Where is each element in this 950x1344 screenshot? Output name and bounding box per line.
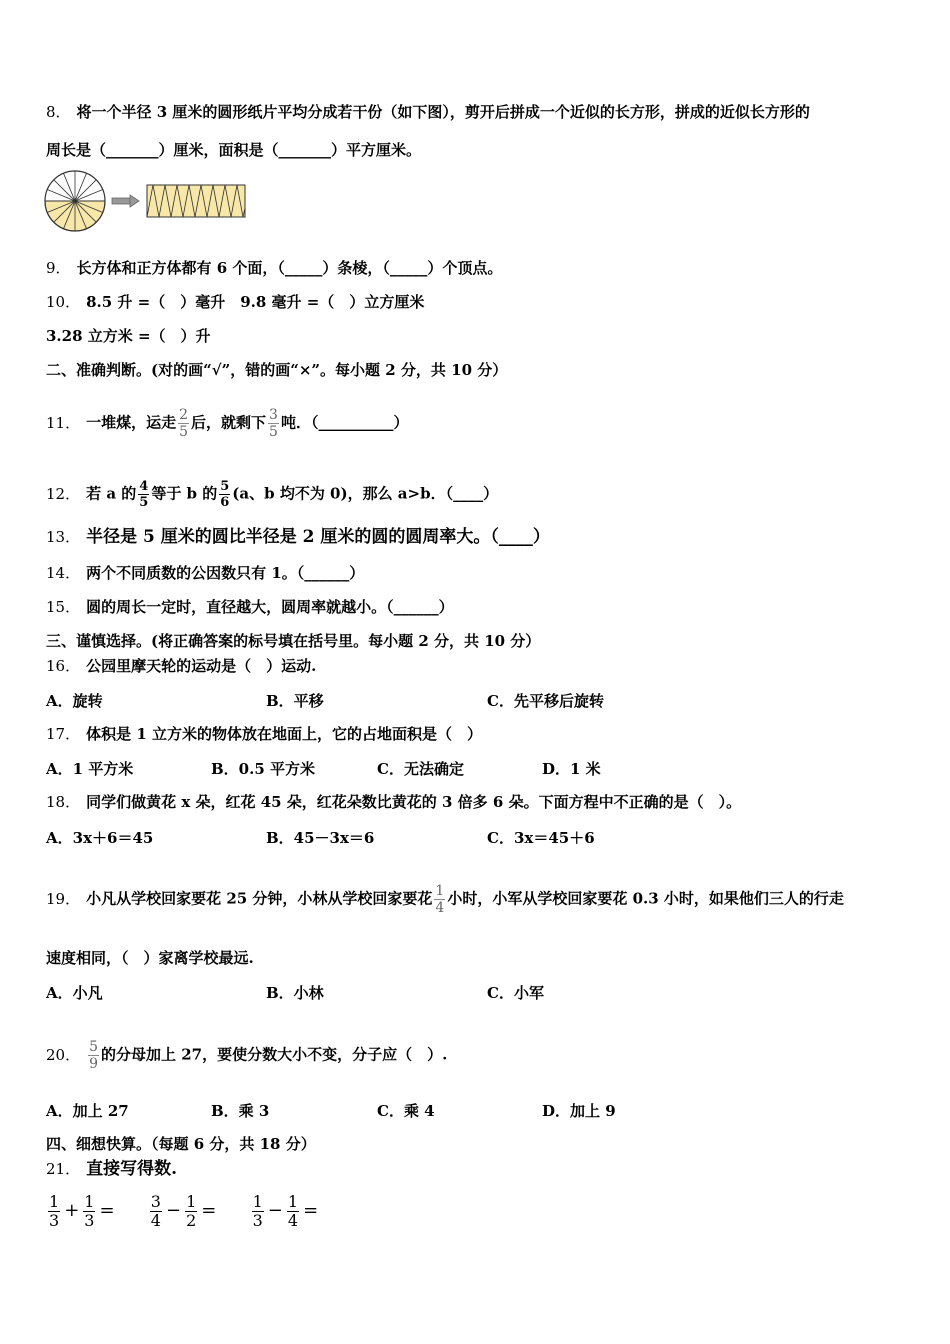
minus-icon: − bbox=[267, 1200, 283, 1221]
q8-line1 bbox=[46, 102, 810, 122]
q19-number: 19． bbox=[46, 889, 81, 908]
q11-f2-denominator: 5 bbox=[269, 424, 278, 440]
expr3-fraction-a bbox=[252, 1191, 264, 1230]
q21-number: 21． bbox=[46, 1160, 81, 1178]
q17-option-b[interactable]: B．0.5 平方米 bbox=[211, 760, 315, 778]
q17-option-c[interactable]: C．无法确定 bbox=[377, 760, 464, 778]
equals-icon: = bbox=[201, 1200, 217, 1221]
sectored-circle-icon bbox=[45, 171, 105, 231]
q16-option-c[interactable]: C．先平移后旋转 bbox=[487, 692, 604, 710]
q12 bbox=[46, 480, 498, 509]
q10-line2: 3.28 立方米 =（ ）升 bbox=[46, 327, 211, 345]
q19-option-b[interactable]: B．小林 bbox=[266, 984, 324, 1002]
equals-icon: = bbox=[99, 1200, 115, 1221]
q19-line1 bbox=[46, 884, 844, 915]
q15-number: 15． bbox=[46, 598, 81, 616]
q11-fraction-2 bbox=[268, 408, 279, 439]
q11 bbox=[46, 408, 408, 439]
q9-text: 长方体和正方体都有 6 个面，（_____）条棱，（_____）个顶点。 bbox=[76, 259, 503, 277]
q18-option-c[interactable]: C．3x＝45＋6 bbox=[487, 829, 595, 847]
q20-option-c[interactable]: C．乘 4 bbox=[377, 1102, 435, 1120]
expr3-a-numerator: 1 bbox=[252, 1191, 263, 1211]
q21-expressions bbox=[46, 1190, 346, 1231]
q20-fraction bbox=[88, 1040, 99, 1071]
q16-option-a[interactable]: A．旋转 bbox=[46, 692, 103, 710]
q12-f2-denominator: 6 bbox=[220, 495, 230, 510]
q15-text: 圆的周长一定时，直径越大，圆周率就越小。（______） bbox=[86, 598, 454, 616]
q8-figure bbox=[44, 168, 254, 236]
q17-option-d[interactable]: D．1 米 bbox=[542, 760, 601, 778]
q20 bbox=[46, 1040, 447, 1071]
q8-number: 8． bbox=[46, 103, 71, 121]
q19-text-1: 小凡从学校回家要花 25 分钟，小林从学校回家要花 bbox=[86, 889, 433, 908]
q21-expr-1 bbox=[46, 1190, 117, 1231]
q14 bbox=[46, 563, 364, 583]
expr3-a-denominator: 3 bbox=[252, 1210, 263, 1230]
q13 bbox=[46, 527, 550, 547]
q18-options bbox=[46, 827, 906, 847]
q20-number: 20． bbox=[46, 1045, 81, 1064]
section4-title: 四、细想快算。（每题 6 分，共 18 分） bbox=[46, 1135, 316, 1153]
q11-f1-numerator: 2 bbox=[179, 407, 189, 423]
q12-text-2: 等于 b 的 bbox=[151, 484, 218, 503]
expr1-fraction-b bbox=[83, 1191, 95, 1230]
q10-number: 10． bbox=[46, 293, 81, 311]
equals-icon: = bbox=[303, 1200, 319, 1221]
q11-f2-numerator: 3 bbox=[269, 407, 278, 423]
q13-number: 13． bbox=[46, 528, 81, 546]
q12-text-1: 若 a 的 bbox=[86, 484, 137, 503]
expr2-fraction-b bbox=[185, 1191, 197, 1230]
q12-fraction-2 bbox=[219, 480, 230, 509]
q21-text: 直接写得数. bbox=[86, 1159, 178, 1179]
q11-text-2: 后，就剩下 bbox=[191, 413, 267, 432]
q10-text-1: 8.5 升 =（ ）毫升 9.8 毫升 =（ ）立方厘米 bbox=[86, 293, 425, 311]
q18-option-b[interactable]: B．45－3x＝6 bbox=[266, 829, 375, 847]
q20-f-denominator: 9 bbox=[89, 1056, 99, 1072]
q21-expr-2 bbox=[148, 1190, 219, 1231]
q19-text-2: 小时，小军从学校回家要花 0.3 小时，如果他们三人的行走 bbox=[447, 889, 844, 908]
q17-option-a[interactable]: A．1 平方米 bbox=[46, 760, 134, 778]
expr2-a-numerator: 3 bbox=[150, 1191, 161, 1211]
right-arrow-icon bbox=[112, 195, 139, 207]
q20-f-numerator: 5 bbox=[89, 1039, 99, 1055]
q19-f-numerator: 1 bbox=[435, 883, 445, 899]
section2-title: 二、准确判断。(对的画“√”，错的画“×”。每小题 2 分，共 10 分） bbox=[46, 361, 508, 379]
q11-text-3: 吨．（__________） bbox=[280, 413, 409, 432]
q15 bbox=[46, 597, 454, 617]
q21-expr-3 bbox=[250, 1190, 321, 1231]
approx-rectangle-icon bbox=[147, 185, 245, 217]
expr2-b-numerator: 1 bbox=[186, 1191, 197, 1211]
q19-fraction bbox=[434, 884, 445, 915]
expr1-b-denominator: 3 bbox=[84, 1210, 95, 1230]
q18 bbox=[46, 792, 741, 812]
q19-option-c[interactable]: C．小军 bbox=[487, 984, 544, 1002]
q13-text: 半径是 5 厘米的圆比半径是 2 厘米的圆的圆周率大。（____） bbox=[86, 527, 550, 547]
expr1-fraction-a bbox=[48, 1191, 60, 1230]
q21 bbox=[46, 1159, 177, 1179]
q12-fraction-1 bbox=[138, 480, 149, 509]
q20-options bbox=[46, 1100, 906, 1120]
expr1-a-denominator: 3 bbox=[49, 1210, 60, 1230]
q12-f1-numerator: 4 bbox=[139, 479, 149, 494]
q14-number: 14． bbox=[46, 564, 81, 582]
q11-text-1: 一堆煤，运走 bbox=[86, 413, 177, 432]
expr1-b-numerator: 1 bbox=[84, 1191, 95, 1211]
q8-line2: 周长是（_______）厘米，面积是（_______）平方厘米。 bbox=[46, 141, 422, 159]
q19-options bbox=[46, 982, 906, 1002]
q20-option-b[interactable]: B．乘 3 bbox=[211, 1102, 270, 1120]
q12-f1-denominator: 5 bbox=[139, 495, 149, 510]
q18-number: 18． bbox=[46, 793, 81, 811]
q16-options bbox=[46, 690, 906, 710]
q20-option-d[interactable]: D．加上 9 bbox=[542, 1102, 616, 1120]
plus-icon: + bbox=[64, 1200, 80, 1221]
q12-number: 12． bbox=[46, 484, 81, 503]
q17-text: 体积是 1 立方米的物体放在地面上，它的占地面积是（ ） bbox=[86, 725, 482, 743]
q16-option-b[interactable]: B．平移 bbox=[266, 692, 324, 710]
q11-f1-denominator: 5 bbox=[179, 424, 189, 440]
q19-line2: 速度相同，（ ）家离学校最远. bbox=[46, 949, 254, 967]
q19-option-a[interactable]: A．小凡 bbox=[46, 984, 103, 1002]
q9-number: 9． bbox=[46, 259, 71, 277]
q17 bbox=[46, 724, 482, 744]
q18-option-a[interactable]: A．3x＋6＝45 bbox=[46, 829, 154, 847]
q20-text: 的分母加上 27，要使分数大小不变，分子应（ ）. bbox=[101, 1045, 448, 1064]
q16-text: 公园里摩天轮的运动是（ ）运动. bbox=[86, 657, 317, 675]
expr3-b-denominator: 4 bbox=[287, 1210, 299, 1230]
expr2-b-denominator: 2 bbox=[186, 1210, 197, 1230]
minus-icon: − bbox=[165, 1200, 182, 1221]
expr3-fraction-b bbox=[287, 1191, 299, 1230]
q17-options bbox=[46, 758, 906, 778]
expr2-a-denominator: 4 bbox=[150, 1210, 161, 1230]
q8-text-1: 将一个半径 3 厘米的圆形纸片平均分成若干份（如下图），剪开后拼成一个近似的长方形，拼成的近似长方形的 bbox=[76, 103, 810, 121]
q19-f-denominator: 4 bbox=[435, 900, 445, 916]
section3-title: 三、谨慎选择。(将正确答案的标号填在括号里。每小题 2 分，共 10 分） bbox=[46, 632, 541, 650]
expr1-a-numerator: 1 bbox=[49, 1191, 60, 1211]
q18-text: 同学们做黄花 x 朵，红花 45 朵，红花朵数比黄花的 3 倍多 6 朵。下面方程中不正确的是（ ）。 bbox=[86, 793, 742, 811]
q14-text: 两个不同质数的公因数只有 1。（______） bbox=[86, 564, 365, 582]
q17-number: 17． bbox=[46, 725, 81, 743]
q9 bbox=[46, 258, 502, 278]
q16-number: 16． bbox=[46, 657, 81, 675]
q11-fraction-1 bbox=[178, 408, 189, 439]
q11-number: 11． bbox=[46, 413, 81, 432]
q16 bbox=[46, 656, 316, 676]
q12-text-3: (a、b 均不为 0)，那么 a>b．（____） bbox=[232, 484, 499, 503]
expr2-fraction-a bbox=[150, 1191, 162, 1230]
q10-line1 bbox=[46, 292, 424, 312]
q20-option-a[interactable]: A．加上 27 bbox=[46, 1102, 129, 1120]
expr3-b-numerator: 1 bbox=[287, 1191, 299, 1211]
q12-f2-numerator: 5 bbox=[220, 479, 230, 494]
